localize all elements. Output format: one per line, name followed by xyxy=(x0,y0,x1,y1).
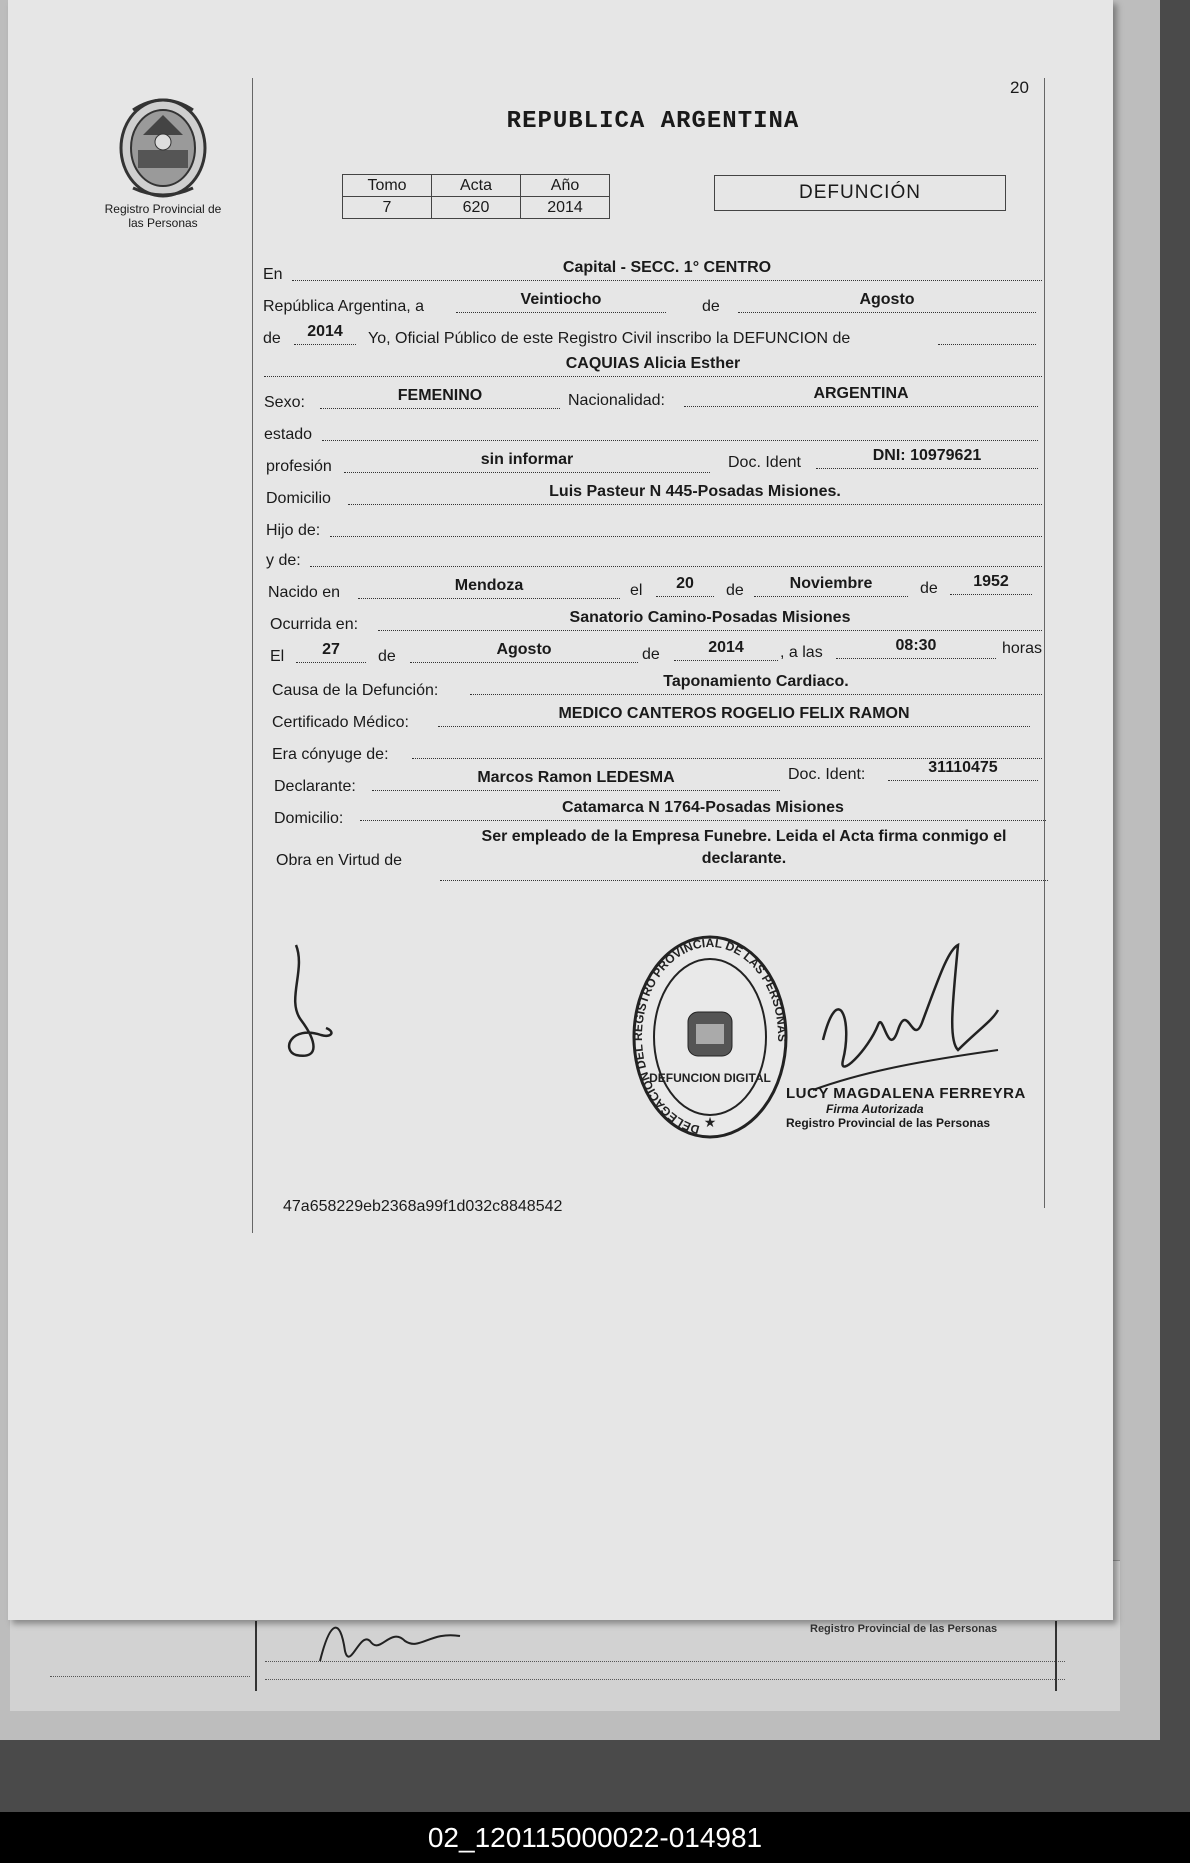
signer-name: LUCY MAGDALENA FERREYRA xyxy=(786,1085,1026,1102)
anio-value: 2014 xyxy=(521,197,610,219)
de-label-3: de xyxy=(726,582,744,599)
de-label-1: de xyxy=(702,298,720,315)
declarante-label: Declarante: xyxy=(274,778,356,795)
tomo-header: Tomo xyxy=(343,175,432,197)
estado-value xyxy=(322,418,1038,441)
declarant-signature xyxy=(276,940,346,1070)
el-label: el xyxy=(630,582,643,599)
certificado-value: MEDICO CANTEROS ROGELIO FELIX RAMON xyxy=(438,704,1030,727)
horas-label: horas xyxy=(1002,640,1043,657)
scan-footer-code: 02_120115000022-014981 xyxy=(0,1812,1190,1863)
estado-label: estado xyxy=(264,426,313,443)
hijo-de-label: Hijo de: xyxy=(266,522,321,539)
de-label-5: de xyxy=(378,648,396,665)
official-stamp xyxy=(630,932,790,1147)
hijo-de-value xyxy=(330,514,1042,537)
logo-caption xyxy=(88,202,238,230)
nac-dia: 20 xyxy=(656,574,714,597)
declarante-value: Marcos Ramon LEDESMA xyxy=(372,768,780,791)
domicilio-value: Luis Pasteur N 445-Posadas Misiones. xyxy=(348,482,1042,505)
de-label-6: de xyxy=(642,646,660,663)
El-label: El xyxy=(270,648,285,665)
provincial-coat-of-arms-logo xyxy=(108,90,218,200)
nac-anio: 1952 xyxy=(950,572,1032,595)
de-label-2: de xyxy=(263,330,281,347)
nacionalidad-label: Nacionalidad: xyxy=(568,392,665,409)
y-de-value xyxy=(310,544,1042,567)
signer-organization: Registro Provincial de las Personas xyxy=(786,1116,991,1130)
dia-value: Veintiocho xyxy=(456,290,666,313)
de-label-4: de xyxy=(920,580,938,597)
nombre-value: CAQUIAS Alicia Esther xyxy=(264,354,1042,377)
mes-value: Agosto xyxy=(738,290,1036,313)
document-type-box: DEFUNCIÓN xyxy=(714,175,1006,211)
nacionalidad-value: ARGENTINA xyxy=(684,384,1038,407)
document-hash: 47a658229eb2368a99f1d032c8848542 xyxy=(283,1198,563,1215)
causa-label: Causa de la Defunción: xyxy=(272,682,439,699)
signature-block xyxy=(786,1085,1026,1130)
registry-table xyxy=(342,174,610,219)
document-title: REPUBLICA ARGENTINA xyxy=(506,108,800,135)
conyuge-label: Era cónyuge de: xyxy=(272,746,389,763)
oficial-text: Yo, Oficial Público de este Registro Civil inscribo la DEFUNCION de xyxy=(368,330,851,347)
signer-role: Firma Autorizada xyxy=(826,1102,924,1116)
y-de-label: y de: xyxy=(266,552,301,569)
underlying-page-text: Registro Provincial de las Personas xyxy=(810,1623,998,1635)
obra-label: Obra en Virtud de xyxy=(276,852,403,869)
doc-ident-label: Doc. Ident xyxy=(728,454,801,471)
causa-value: Taponamiento Cardiaco. xyxy=(470,672,1042,695)
domicilio2-label: Domicilio: xyxy=(274,810,344,827)
nacido-en-label: Nacido en xyxy=(268,584,341,601)
a-las-label: , a las xyxy=(780,644,823,661)
logo-caption-line2: las Personas xyxy=(128,216,198,230)
acta-value: 620 xyxy=(432,197,521,219)
domicilio2-value: Catamarca N 1764-Posadas Misiones xyxy=(360,798,1046,821)
page-number: 20 xyxy=(1010,78,1029,97)
republica-label: República Argentina, a xyxy=(263,298,424,315)
certificado-label: Certificado Médico: xyxy=(272,714,409,731)
anio-value: 2014 xyxy=(294,322,356,345)
sexo-value: FEMENINO xyxy=(320,386,560,409)
def-dia: 27 xyxy=(296,640,366,663)
en-label: En xyxy=(263,266,283,283)
stamp-star-icon: ★ xyxy=(703,1114,717,1130)
tomo-value: 7 xyxy=(343,197,432,219)
right-margin-line xyxy=(1044,78,1045,1208)
sexo-label: Sexo: xyxy=(264,394,305,411)
doc-ident2-label: Doc. Ident: xyxy=(788,766,866,783)
def-mes: Agosto xyxy=(410,640,638,663)
ocurrida-en-value: Sanatorio Camino-Posadas Misiones xyxy=(378,608,1042,631)
stamp-inner-text: DEFUNCION DIGITAL xyxy=(649,1071,771,1085)
obra-underline xyxy=(440,880,1048,881)
obra-value: Ser empleado de la Empresa Funebre. Leida el Acta firma conmigo el declarante. xyxy=(481,828,1007,867)
nac-mes: Noviembre xyxy=(754,574,908,597)
ocurrida-en-label: Ocurrida en: xyxy=(270,616,359,633)
nacido-en-value: Mendoza xyxy=(358,576,620,599)
stamp-outer-text: DELEGACION DEL REGISTRO PROVINCIAL DE LAS PERSONAS xyxy=(631,935,790,1137)
domicilio-label: Domicilio xyxy=(266,490,331,507)
doc-ident2-value: 31110475 xyxy=(888,758,1038,781)
certificate-page xyxy=(8,0,1113,1620)
profesion-label: profesión xyxy=(266,458,332,475)
anio-header: Año xyxy=(521,175,610,197)
acta-header: Acta xyxy=(432,175,521,197)
def-hora: 08:30 xyxy=(836,636,996,659)
def-anio: 2014 xyxy=(674,638,778,661)
en-value: Capital - SECC. 1° CENTRO xyxy=(292,258,1042,281)
left-margin-line xyxy=(252,78,253,1233)
logo-caption-line1: Registro Provincial de xyxy=(104,202,222,216)
doc-ident-value: DNI: 10979621 xyxy=(816,446,1038,469)
profesion-value: sin informar xyxy=(344,450,710,473)
defuncion-de-blank xyxy=(938,322,1036,345)
conyuge-value xyxy=(412,736,1042,759)
underlying-signature xyxy=(310,1611,470,1671)
